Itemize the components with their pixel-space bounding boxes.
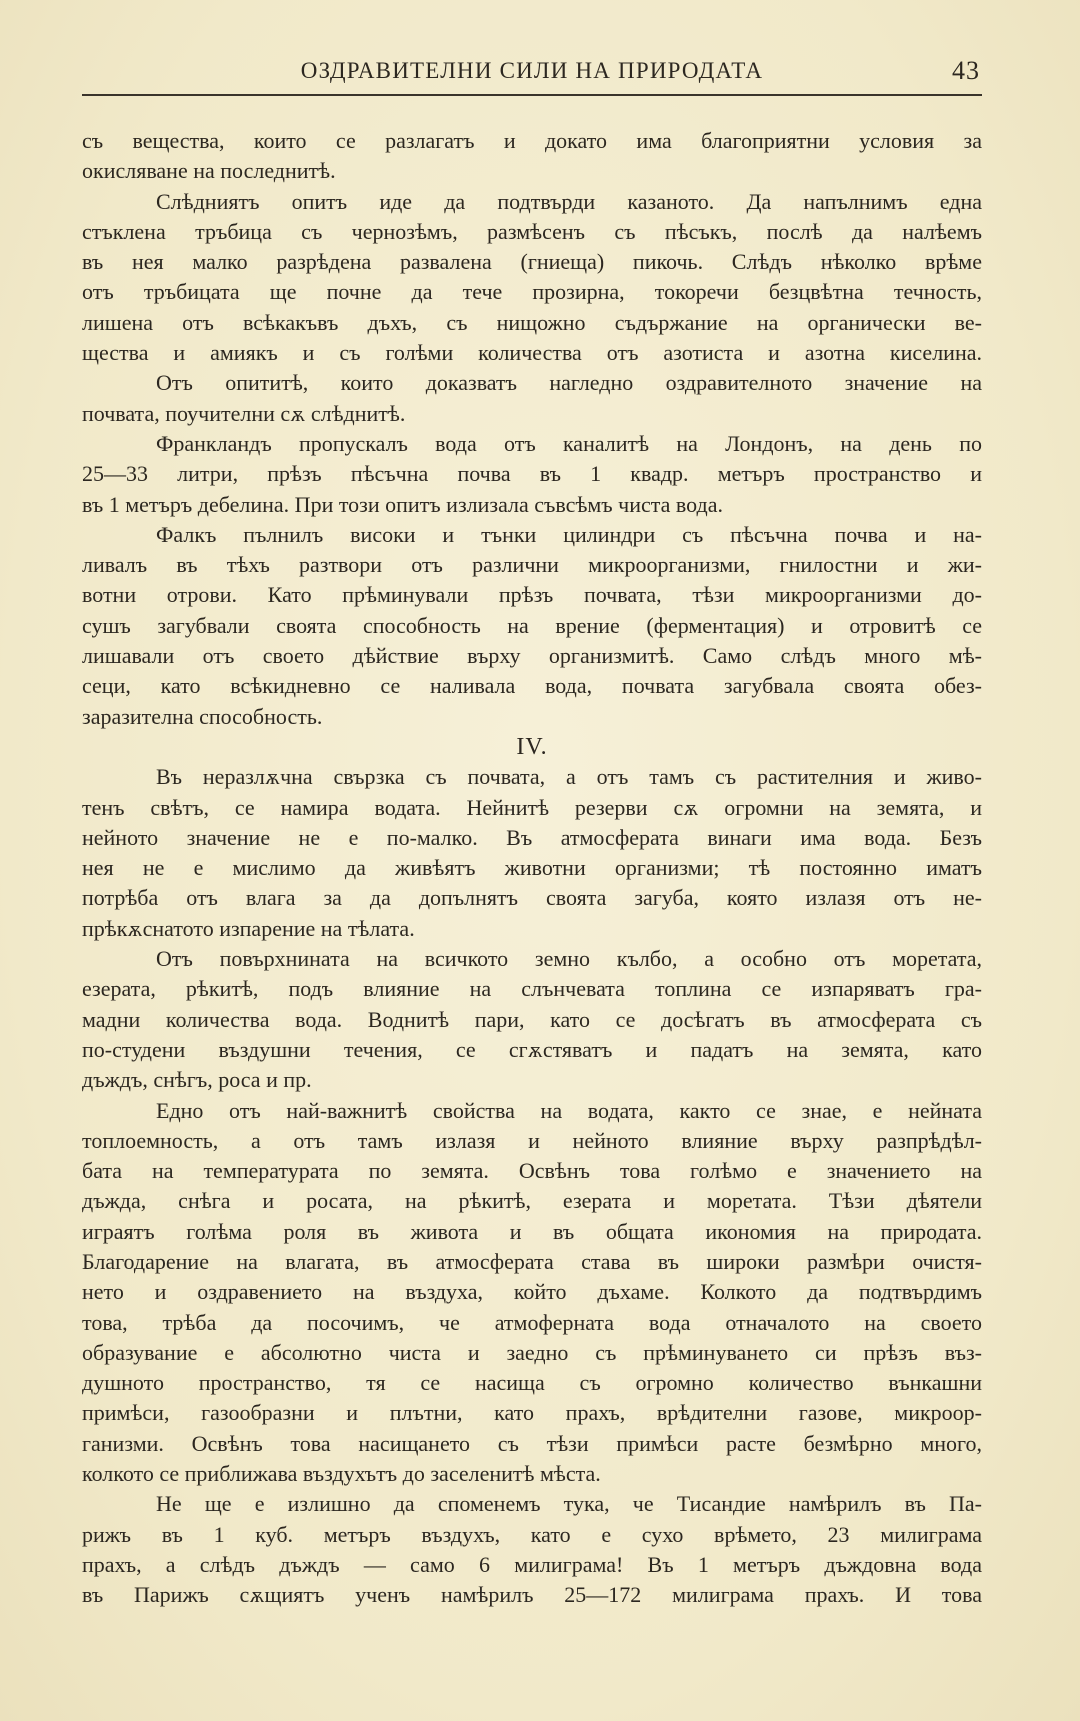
text-line: окисляване на последнитѣ. (82, 158, 336, 184)
section-heading: IV. (516, 733, 548, 760)
text-line: тенъ свѣтъ, се намира водата. Нейнитѣ резерви сѫ огромни на земята, и (82, 794, 982, 820)
page-number: 43 (952, 56, 980, 85)
page-header (82, 56, 982, 92)
text-line: дъждъ, снѣгъ, роса и пр. (82, 1067, 312, 1093)
text-line: Отъ повърхнината на всичкото земно кълбо, а особно отъ моретата, (156, 946, 982, 972)
text-line: по-студени въздушни течения, се сгѫстяватъ и падатъ на земята, като (82, 1036, 982, 1062)
text-line: потрѣба отъ влага за да допълнятъ своята загуба, която излазя отъ не- (82, 885, 982, 911)
text-line: Отъ опититѣ, които доказватъ нагледно оздравителното значение на (156, 370, 982, 396)
text-line: Фалкъ пълнилъ високи и тънки цилиндри съ пѣсъчна почва и на- (156, 521, 982, 547)
text-line: примѣси, газообразни и плътни, като прахъ, врѣдителни газове, микроор- (82, 1400, 982, 1426)
text-line: бата на температурата по земята. Освѣнъ това голѣмо е значението на (82, 1158, 982, 1184)
text-line: лишавали отъ своето дѣйствие върху организмитѣ. Само слѣдъ много мѣ- (82, 643, 982, 669)
text-line: прѣкѫснатото изпарение на тѣлата. (82, 915, 415, 941)
text-line: Слѣдниятъ опитъ иде да подтвърди казаното. Да напълнимъ една (156, 188, 982, 214)
running-title: ОЗДРАВИТЕЛНИ СИЛИ НА ПРИРОДАТА (300, 58, 764, 83)
text-line: отъ тръбицата ще почне да тече прозирна, токоречи безцвѣтна течность, (82, 279, 982, 305)
text-line: Едно отъ най-важнитѣ свойства на водата, както се знае, е нейната (156, 1097, 982, 1123)
text-line: Въ неразлѫчна свързка съ почвата, а отъ тамъ съ растителния и живо- (156, 764, 982, 790)
text-line: лишена отъ всѣкакъвъ дъхъ, съ нищожно съдържание на органически ве- (82, 309, 982, 335)
text-line: играятъ голѣма роля въ живота и въ общата икономия на природата. (82, 1218, 982, 1244)
text-line: топлоемность, а отъ тамъ излазя и нейното влияние върху разпрѣдѣл- (82, 1127, 982, 1153)
text-line: дъжда, снѣга и росата, на рѣкитѣ, езерата и моретата. Тѣзи дѣятели (82, 1188, 982, 1214)
text-line: стъклена тръбица съ чернозѣмъ, размѣсенъ съ пѣсъкъ, послѣ да налѣемъ (82, 218, 982, 244)
text-line: Франкландъ пропускалъ вода отъ каналитѣ на Лондонъ, на день по (156, 430, 982, 456)
text-line: образувание е абсолютно чиста и заедно съ прѣминуването си прѣзъ въз- (82, 1339, 982, 1365)
text-line: въ Парижъ сѫщиятъ ученъ намѣрилъ 25—172 милиграма прахъ. И това (82, 1582, 982, 1608)
text-line: рижъ въ 1 куб. метъръ въздухъ, като е сухо врѣмето, 23 милиграма (82, 1521, 982, 1547)
text-line: щества и амиякъ и съ голѣми количества отъ азотиста и азотна киселина. (82, 340, 982, 366)
text-line: Благодарение на влагата, въ атмосферата става въ широки размѣри очистя- (82, 1248, 982, 1274)
text-line: сеци, като всѣкидневно се наливала вода, почвата загубвала своята обез- (82, 673, 982, 699)
text-line: езерата, рѣкитѣ, подъ влияние на слънчевата топлина се изпаряватъ гра- (82, 976, 982, 1002)
text-line: сушъ загубвали своята способность на врение (ферментация) и отровитѣ се (82, 612, 982, 638)
text-line: почвата, поучителни сѫ слѣднитѣ. (82, 400, 406, 426)
text-line: съ вещества, които се разлагатъ и докато има благоприятни условия за (82, 128, 982, 153)
text-line: ганизми. Освѣнъ това насищането съ тѣзи примѣси расте безмѣрно много, (82, 1430, 982, 1456)
text-line: душното пространство, тя се насища съ огромно количество вънкашни (82, 1370, 982, 1396)
text-line: въ 1 метъръ дебелина. При този опитъ излизала съвсѣмъ чиста вода. (82, 491, 723, 517)
text-line: нето и оздравението на въздуха, който дъхаме. Колкото да подтвърдимъ (82, 1279, 982, 1305)
text-line: нея не е мислимо да живѣятъ животни организми; тѣ постоянно иматъ (82, 855, 982, 881)
text-line: това, трѣба да посочимъ, че атмоферната вода отначалото на своето (82, 1309, 982, 1335)
text-line: мадни количества вода. Воднитѣ пари, като се досѣгатъ въ атмосферата съ (82, 1006, 982, 1032)
text-line: нейното значение не е по-малко. Въ атмосферата винаги има вода. Безъ (82, 824, 982, 850)
text-line: колкото се приближава въздухътъ до заселенитѣ мѣста. (82, 1461, 601, 1487)
text-line: вотни отрови. Като прѣминували прѣзъ почвата, тѣзи микроорганизми до- (82, 582, 982, 608)
text-line: заразителна способность. (82, 703, 323, 729)
text-line: прахъ, а слѣдъ дъждъ — само 6 милиграма! Въ 1 метъръ дъждовна вода (82, 1551, 982, 1577)
header-rule (82, 94, 982, 96)
text-line: 25—33 литри, прѣзъ пѣсъчна почва въ 1 квадр. метъръ пространство и (82, 461, 982, 487)
body-text (82, 126, 982, 1611)
text-line: Не ще е излишно да споменемъ тука, че Тисандие намѣрилъ въ Па- (156, 1491, 982, 1517)
text-line: въ нея малко разрѣдена развалена (гниеща) пикочь. Слѣдъ нѣколко врѣме (82, 249, 982, 275)
text-line: ливалъ въ тѣхъ разтвори отъ различни микроорганизми, гнилостни и жи- (82, 552, 982, 578)
